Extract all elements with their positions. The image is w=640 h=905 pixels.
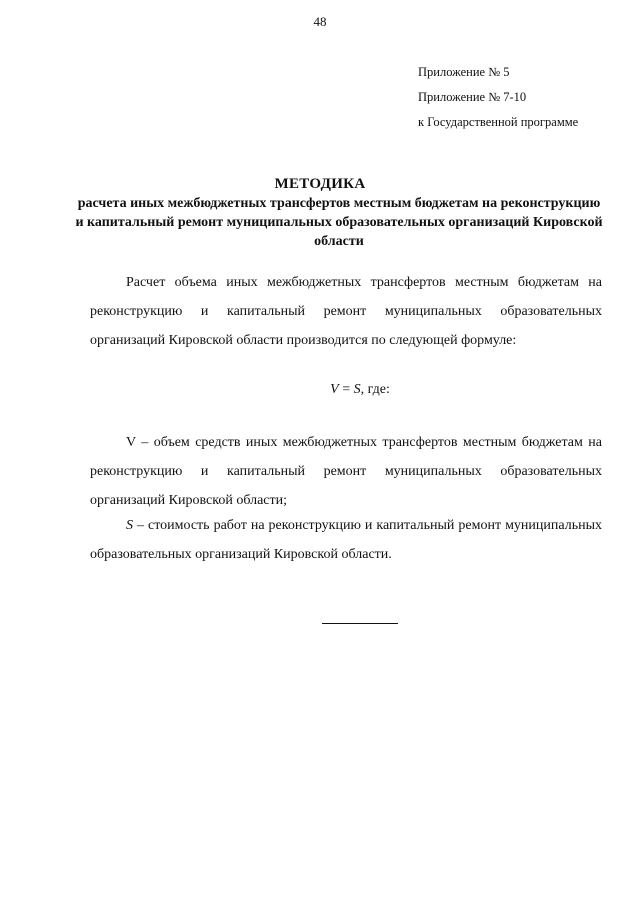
appendix-header [418,60,618,135]
formula-rhs: S [353,382,361,397]
appendix-line-3: к Государственной программе [418,115,579,129]
appendix-line-1: Приложение № 5 [418,65,510,79]
appendix-line-2: Приложение № 7-10 [418,90,527,104]
definition-v-symbol: V [126,435,136,450]
intro-paragraph-text: Расчет объема иных межбюджетных трансфертов местным бюджетам на реконструкцию и капитальный ремонт муниципальных образовательных организаций Кировской области производится по следующей формуле: [90,275,602,348]
definition-s-text: – стоимость работ на реконструкцию и капитальный ремонт муниципальных образовательных организаций Кировской области. [90,518,602,562]
definition-s-symbol: S [126,518,133,533]
document-subtitle: расчета иных межбюджетных трансфертов местным бюджетам на реконструкцию и капитальный ремонт муниципальных образовательных организаций Кировской области [75,196,603,249]
closing-rule [322,623,398,624]
formula [0,382,640,398]
formula-equals: = [338,382,354,397]
definition-v [90,428,602,515]
definition-s [90,511,602,569]
page-number: 48 [313,14,327,29]
document-title: МЕТОДИКА [274,176,366,192]
formula-suffix: , где: [360,382,390,397]
definition-v-text: – объем средств иных межбюджетных трансфертов местным бюджетам на реконструкцию и капитальный ремонт муниципальных образовательных организаций Кировской области; [90,435,602,508]
formula-lhs: V [330,382,339,397]
intro-paragraph [90,268,602,355]
